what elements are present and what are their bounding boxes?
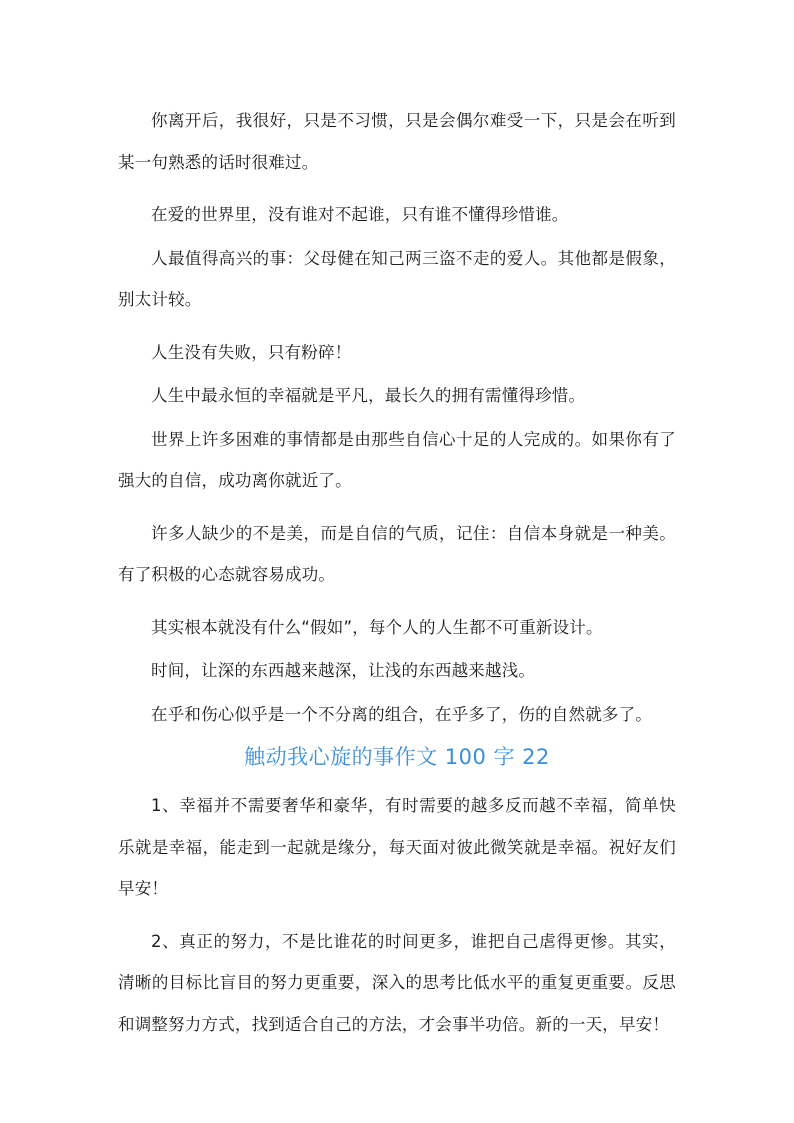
- paragraph: 其实根本就没有什么“假如”，每个人的人生都不可重新设计。: [151, 617, 603, 637]
- paragraph: 2、真正的努力，不是比谁花的时间更多，谁把自己虐得更惨。其实，清晰的目标比盲目的努力更重要，深入的思考比低水平的重复更重要。反思和调整努力方式，找到适合自己的方法，才会事半功倍。新的一天，早安！: [118, 931, 676, 1034]
- paragraph: 人最值得高兴的事：父母健在知己两三盗不走的爱人。其他都是假象，别太计较。: [118, 248, 676, 309]
- paragraph: 许多人缺少的不是美，而是自信的气质，记住：自信本身就是一种美。有了积极的心态就容易成功。: [118, 523, 676, 584]
- paragraph: 在乎和伤心似乎是一个不分离的组合，在乎多了，伤的自然就多了。: [151, 704, 652, 724]
- document-body: [118, 100, 676, 1056]
- paragraph: 人生中最永恒的幸福就是平凡，最长久的拥有需懂得珍惜。: [151, 386, 586, 405]
- paragraph: 人生没有失败，只有粉碎！: [151, 342, 352, 362]
- paragraph: 1、幸福并不需要奢华和豪华，有时需要的越多反而越不幸福，简单快乐就是幸福，能走到一起就是缘分，每天面对彼此微笑就是幸福。祝好友们早安！: [118, 796, 676, 898]
- section-heading: 触动我心旋的事作文 100 字 22: [244, 745, 550, 769]
- paragraph: 你离开后，我很好，只是不习惯，只是会偶尔难受一下，只是会在听到某一句熟悉的话时很难过。: [118, 111, 676, 172]
- paragraph: 时间，让深的东西越来越深，让浅的东西越来越浅。: [151, 661, 536, 680]
- paragraph: 世界上许多困难的事情都是由那些自信心十足的人完成的。如果你有了强大的自信，成功离你就近了。: [118, 429, 676, 490]
- paragraph: 在爱的世界里，没有谁对不起谁，只有谁不懂得珍惜谁。: [151, 205, 569, 224]
